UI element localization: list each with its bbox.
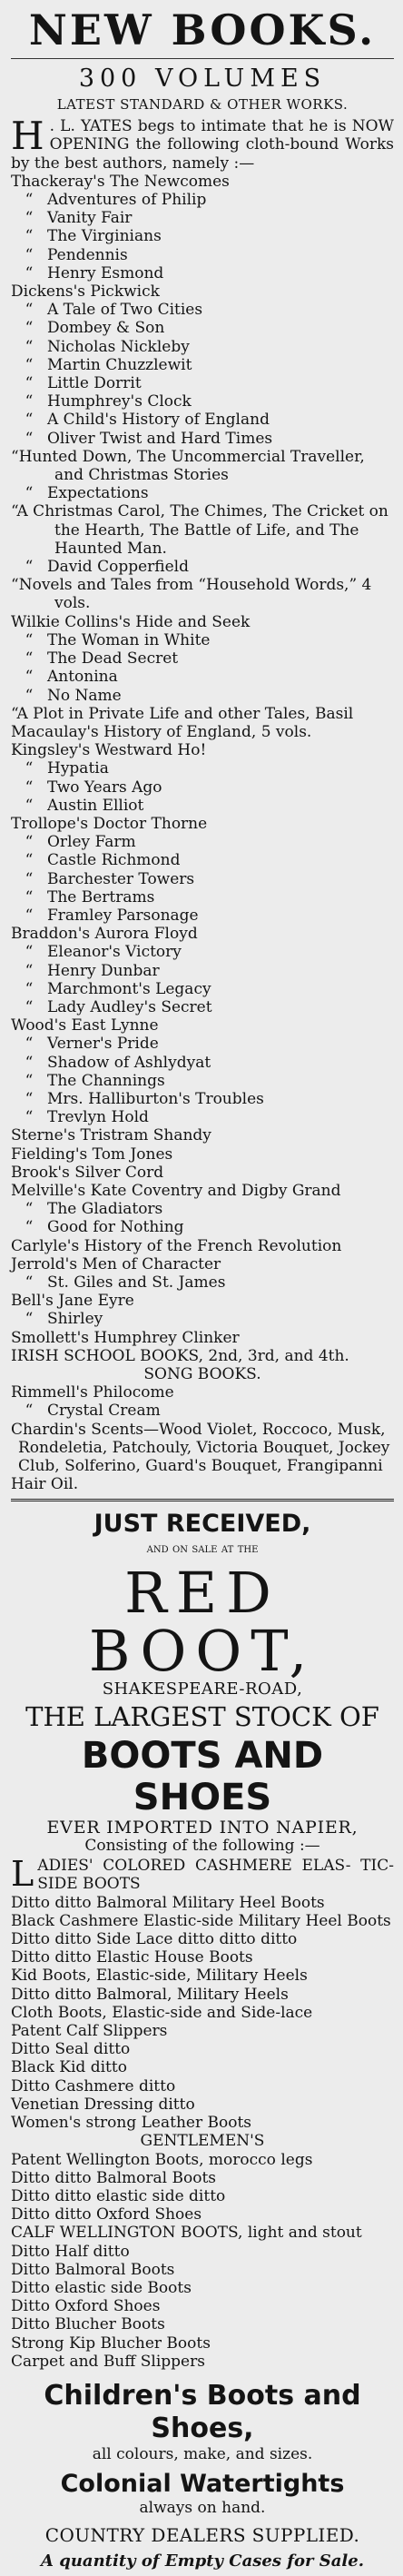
book-title: Pendennis: [47, 245, 128, 264]
ditto-mark: “: [25, 869, 34, 888]
ditto-mark: “: [25, 833, 34, 852]
book-item: [11, 759, 394, 778]
ladies-boot-item: Black Kid ditto: [11, 2058, 127, 2077]
book-title: A Plot in Private Life and other Tales, Basil: [16, 704, 354, 723]
book-item: [11, 356, 394, 374]
book-title: Dombey & Son: [47, 319, 165, 338]
ladies-boot-item: Patent Calf Slippers: [11, 2022, 168, 2041]
book-item: [11, 558, 394, 576]
ladies-boot-item: Ditto Cashmere ditto: [11, 2076, 176, 2095]
book-title: Henry Esmond: [47, 263, 164, 282]
book-item: [11, 980, 394, 998]
book-item: SONG BOOKS.: [143, 1365, 261, 1384]
colonial-heading: Colonial Watertights: [60, 2470, 345, 2499]
intro-text: . L. YATES begs to intimate that he is NOW OPENING the following cloth-bound Works by the best authors, namely :—: [11, 117, 394, 173]
book-item: [11, 191, 394, 209]
book-title: St. Giles and St. James: [47, 1273, 226, 1292]
book-item: [11, 1054, 394, 1072]
ditto-mark: “: [25, 686, 34, 705]
book-item: [11, 649, 394, 668]
book-item: [11, 705, 394, 723]
ditto-mark: “: [25, 209, 34, 228]
book-item: [11, 1072, 394, 1090]
ladies-boot-item: Ditto ditto Balmoral, Military Heels: [11, 1985, 289, 2004]
book-item: [11, 778, 394, 797]
ditto-mark: “: [25, 961, 34, 980]
book-item: Sterne's Tristram Shandy: [11, 1126, 211, 1145]
book-title: Austin Elliot: [47, 796, 144, 815]
intro-paragraph: [11, 114, 394, 173]
ditto-mark: “: [25, 1089, 34, 1108]
book-item: Brook's Silver Cord: [11, 1163, 164, 1182]
book-item: [11, 448, 394, 484]
book-item: Trollope's Doctor Thorne: [11, 814, 208, 833]
book-title: Crystal Cream: [47, 1402, 161, 1421]
book-item: Braddon's Aurora Floyd: [11, 925, 198, 944]
ladies-boot-item: Kid Boots, Elastic-side, Military Heels: [11, 1967, 308, 1986]
ditto-mark: “: [25, 355, 34, 374]
book-item: [11, 374, 394, 392]
ditto-mark: “: [25, 1035, 34, 1054]
ditto-mark: “: [25, 319, 34, 338]
ditto-mark: “: [25, 1218, 34, 1237]
book-title: Antonina: [47, 668, 118, 687]
ditto-mark: “: [11, 576, 19, 595]
book-item: [11, 998, 394, 1016]
book-title: Shirley: [47, 1310, 103, 1329]
imported-heading: EVER IMPORTED INTO NAPIER,: [46, 1817, 359, 1838]
book-item: Melville's Kate Coventry and Digby Grand: [11, 1181, 341, 1200]
gentlemen-boot-item: Ditto elastic side Boots: [11, 2278, 192, 2297]
empty-cases-line: A quantity of Empty Cases for Sale.: [41, 2551, 364, 2571]
book-title: David Copperfield: [47, 558, 190, 577]
sale-line: and on sale at the: [146, 1541, 259, 1557]
book-title: Hypatia: [47, 759, 109, 778]
book-item: Jerrold's Men of Character: [11, 1254, 221, 1273]
book-item: [11, 319, 394, 337]
boots-shoes-heading: BOOTS AND SHOES: [81, 1734, 324, 1818]
double-rule-divider: [11, 1499, 394, 1501]
book-item: [11, 943, 394, 961]
ditto-mark: “: [25, 979, 34, 998]
book-item: Bell's Jane Eyre: [11, 1292, 134, 1311]
ditto-mark: “: [25, 484, 34, 503]
ditto-mark: “: [25, 191, 34, 210]
ladies-first-text: ADIES' COLORED CASHMERE ELAS- TIC-SIDE BOOTS: [37, 1857, 394, 1894]
book-title: A Christmas Carol, The Chimes, The Cricket on the Hearth, The Battle of Life, and The Haunted Man.: [16, 502, 388, 558]
gentlemen-boot-item: Ditto ditto Balmoral Boots: [11, 2168, 217, 2187]
book-item: [11, 392, 394, 411]
ladies-boot-item: Venetian Dressing ditto: [11, 2095, 195, 2114]
children-subline: all colours, make, and sizes.: [92, 2444, 313, 2463]
book-title: Trevlyn Hold: [47, 1108, 149, 1127]
ditto-mark: “: [25, 301, 34, 320]
ditto-mark: “: [25, 997, 34, 1016]
book-item: Carlyle's History of the French Revolution: [11, 1236, 342, 1255]
book-item: [11, 301, 394, 319]
gentlemen-boot-item: Carpet and Buff Slippers: [11, 2352, 205, 2371]
book-title: Lady Audley's Secret: [47, 997, 212, 1016]
ditto-mark: “: [25, 778, 34, 797]
store-name: RED BOOT,: [88, 1559, 317, 1684]
book-item: [11, 668, 394, 686]
book-item: [11, 502, 394, 558]
book-item: [11, 227, 394, 245]
book-title: Castle Richmond: [47, 851, 181, 870]
consisting-line: Consisting of the following :—: [84, 1837, 320, 1856]
ditto-mark: “: [25, 1071, 34, 1090]
volumes-heading: 300 VOLUMES: [78, 64, 327, 93]
book-item: Kingsley's Westward Ho!: [11, 741, 207, 760]
ladies-dropcap: L: [11, 1854, 34, 1895]
book-item: [11, 851, 394, 869]
gentlemen-boot-item: Ditto Balmoral Boots: [11, 2260, 175, 2279]
ditto-mark: “: [25, 649, 34, 669]
ditto-mark: “: [25, 558, 34, 577]
largest-stock-heading: THE LARGEST STOCK OF: [25, 1700, 379, 1732]
book-item: Thackeray's The Newcomes: [11, 172, 230, 191]
book-item: [11, 209, 394, 227]
ditto-mark: “: [25, 1402, 34, 1421]
children-heading: Children's Boots and Shoes,: [44, 2379, 361, 2444]
book-title: The Channings: [47, 1071, 165, 1090]
ditto-mark: “: [25, 630, 34, 649]
book-title: Two Years Ago: [47, 778, 162, 797]
book-title: A Child's History of England: [47, 411, 270, 430]
gentlemen-boot-item: Ditto Blucher Boots: [11, 2315, 165, 2334]
ditto-mark: “: [25, 1310, 34, 1329]
book-title: Nicholas Nickleby: [47, 337, 190, 356]
ladies-boot-item: Ditto Seal ditto: [11, 2040, 131, 2059]
ad-title: NEW BOOKS.: [28, 5, 377, 54]
book-list: [11, 173, 394, 1494]
book-title: Little Dorrit: [47, 374, 142, 393]
divider: [11, 58, 394, 59]
book-title: Hunted Down, The Uncommercial Traveller, and Christmas Stories: [18, 447, 365, 485]
ditto-mark: “: [11, 502, 17, 521]
book-title: The Virginians: [47, 227, 162, 246]
book-title: The Bertrams: [47, 887, 155, 907]
ditto-mark: “: [25, 796, 34, 815]
book-item: [11, 797, 394, 815]
book-title: Novels and Tales from “Household Words,” 4 vols.: [18, 576, 372, 613]
book-title: Humphrey's Clock: [47, 392, 192, 411]
book-item: [11, 1402, 394, 1420]
ditto-mark: “: [25, 887, 34, 907]
book-item: [11, 870, 394, 888]
book-title: Martin Chuzzlewit: [47, 355, 192, 374]
gentlemen-list: [11, 2151, 394, 2371]
ditto-mark: “: [25, 759, 34, 778]
gentlemen-boot-item: CALF WELLINGTON BOOTS, light and stout: [11, 2224, 362, 2243]
book-item: [11, 833, 394, 851]
book-item: [11, 1218, 394, 1236]
book-item: [11, 246, 394, 264]
gentlemen-boot-item: Ditto Oxford Shoes: [11, 2297, 161, 2316]
book-item: [11, 576, 394, 612]
book-item: IRISH SCHOOL BOOKS, 2nd, 3rd, and 4th.: [11, 1346, 349, 1365]
book-item: [11, 888, 394, 907]
book-title: Adventures of Philip: [47, 191, 207, 210]
ditto-mark: “: [25, 429, 34, 448]
gentlemen-boot-item: Strong Kip Blucher Boots: [11, 2333, 211, 2353]
ditto-mark: “: [25, 263, 34, 282]
ditto-mark: “: [25, 227, 34, 246]
ladies-first-item: [11, 1854, 394, 1895]
book-item: Hair Oil.: [11, 1475, 79, 1494]
book-title: Good for Nothing: [47, 1218, 184, 1237]
book-item: Dickens's Pickwick: [11, 282, 160, 302]
book-title: Verner's Pride: [47, 1035, 159, 1054]
book-item: [11, 962, 394, 980]
ladies-boot-item: Cloth Boots, Elastic-side and Side-lace: [11, 2003, 313, 2022]
country-dealers-line: COUNTRY DEALERS SUPPLIED.: [44, 2524, 360, 2547]
book-item: Wood's East Lynne: [11, 1016, 159, 1035]
book-item: [11, 1310, 394, 1328]
ditto-mark: “: [11, 704, 17, 723]
ditto-mark: “: [25, 1053, 34, 1072]
book-item: [11, 1108, 394, 1126]
book-title: Mrs. Halliburton's Troubles: [47, 1089, 264, 1108]
book-item: [11, 264, 394, 282]
ladies-boot-item: Black Cashmere Elastic-side Military Heel Boots: [11, 1911, 391, 1930]
ditto-mark: “: [25, 943, 34, 962]
store-address: SHAKESPEARE-ROAD,: [102, 1679, 303, 1699]
ditto-mark: “: [25, 668, 34, 687]
book-title: A Tale of Two Cities: [47, 301, 203, 320]
book-item: [11, 907, 394, 925]
book-title: Framley Parsonage: [47, 906, 199, 925]
ladies-boot-item: Women's strong Leather Boots: [11, 2114, 252, 2133]
ladies-boot-item: Ditto ditto Elastic House Boots: [11, 1948, 253, 1967]
book-item: [11, 1035, 394, 1053]
book-item: [11, 1090, 394, 1108]
ditto-mark: “: [25, 906, 34, 925]
book-title: Shadow of Ashlydyat: [47, 1053, 211, 1072]
book-item: [11, 687, 394, 705]
book-item: Fielding's Tom Jones: [11, 1144, 173, 1164]
book-item: Rimmell's Philocome: [11, 1383, 174, 1402]
ladies-boot-item: Ditto ditto Side Lace ditto ditto ditto: [11, 1930, 298, 1949]
ditto-mark: “: [25, 1200, 34, 1219]
book-item: [11, 430, 394, 448]
book-item: [11, 1273, 394, 1292]
book-item: Wilkie Collins's Hide and Seek: [11, 612, 251, 631]
book-item: [11, 631, 394, 649]
ladies-list: [11, 1894, 394, 2133]
ditto-mark: “: [25, 337, 34, 356]
latest-works-heading: LATEST STANDARD & OTHER WORKS.: [56, 96, 349, 113]
book-title: Oliver Twist and Hard Times: [47, 429, 273, 448]
book-item: [11, 1200, 394, 1218]
gentlemen-boot-item: Ditto Half ditto: [11, 2242, 130, 2261]
gentlemen-boot-item: Patent Wellington Boots, morocco legs: [11, 2150, 313, 2169]
ladies-boot-item: Ditto ditto Balmoral Military Heel Boots: [11, 1893, 325, 1912]
intro-dropcap: H: [11, 114, 44, 159]
ditto-mark: “: [25, 411, 34, 430]
book-item: [11, 338, 394, 356]
ditto-mark: “: [25, 1108, 34, 1127]
ditto-mark: “: [25, 245, 34, 264]
book-title: Henry Dunbar: [47, 961, 160, 980]
gentlemen-heading: GENTLEMEN'S: [140, 2132, 265, 2151]
book-title: The Dead Secret: [47, 649, 179, 669]
book-item: Chardin's Scents—Wood Violet, Roccoco, Musk, Rondeletia, Patchouly, Victoria Bouquet, Jockey Club, Solferino, Guard's Bouquet, Frangipanni: [11, 1420, 390, 1476]
colonial-subline: always on hand.: [139, 2499, 266, 2518]
ditto-mark: “: [25, 392, 34, 411]
book-item: [11, 411, 394, 429]
gentlemen-boot-item: Ditto ditto elastic side ditto: [11, 2186, 226, 2205]
book-item: Macaulay's History of England, 5 vols.: [11, 722, 312, 741]
book-title: No Name: [47, 686, 122, 705]
ditto-mark: “: [11, 447, 19, 466]
book-title: Eleanor's Victory: [47, 943, 182, 962]
book-title: The Woman in White: [47, 630, 211, 649]
gentlemen-boot-item: Ditto ditto Oxford Shoes: [11, 2205, 202, 2224]
ditto-mark: “: [25, 851, 34, 870]
book-title: Marchmont's Legacy: [47, 979, 211, 998]
book-title: Vanity Fair: [47, 209, 133, 228]
book-item: Smollett's Humphrey Clinker: [11, 1328, 240, 1347]
ditto-mark: “: [25, 374, 34, 393]
book-title: Barchester Towers: [47, 869, 195, 888]
just-received-heading: JUST RECEIVED,: [93, 1510, 311, 1539]
book-item: [11, 484, 394, 502]
ditto-mark: “: [25, 1273, 34, 1292]
book-title: Orley Farm: [47, 833, 136, 852]
book-title: The Gladiators: [47, 1200, 163, 1219]
book-title: Expectations: [47, 484, 149, 503]
